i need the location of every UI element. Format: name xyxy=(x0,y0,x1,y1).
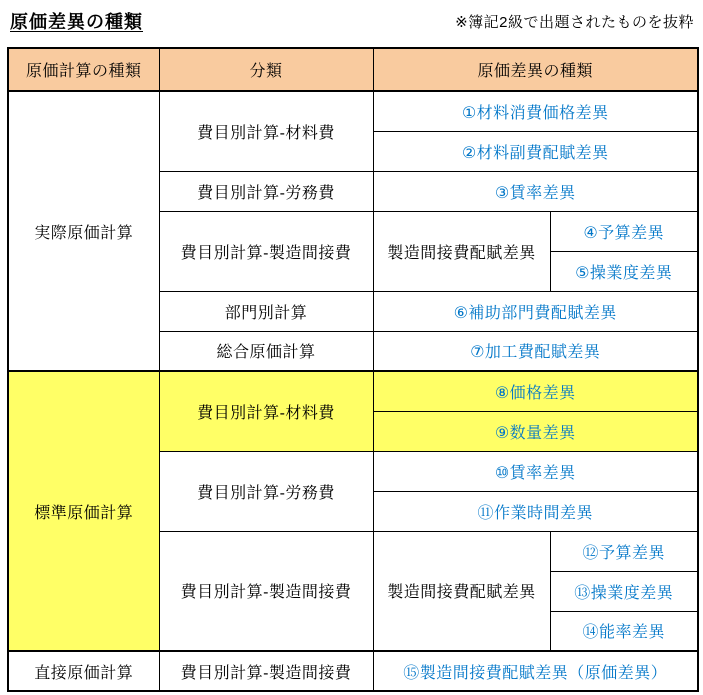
page-title: 原価差異の種類 xyxy=(10,12,143,32)
cell-variance-12: ⑫予算差異 xyxy=(550,531,698,571)
variance-table xyxy=(7,47,699,692)
cell-classification-department: 部門別計算 xyxy=(159,291,373,331)
table-row xyxy=(8,651,698,691)
cell-variance-6: ⑥補助部門費配賦差異 xyxy=(373,291,698,331)
header-costing-type: 原価計算の種類 xyxy=(8,48,159,91)
cell-classification-process: 総合原価計算 xyxy=(159,331,373,371)
cell-classification-overhead-direct: 費目別計算-製造間接費 xyxy=(159,651,373,691)
cell-variance-1: ①材料消費価格差異 xyxy=(373,91,698,131)
cell-classification-labor-std: 費目別計算-労務費 xyxy=(159,451,373,531)
cell-variance-11: ⑪作業時間差異 xyxy=(373,491,698,531)
cell-classification-overhead: 費目別計算-製造間接費 xyxy=(159,211,373,291)
table-row xyxy=(8,371,698,411)
cell-variance-14: ⑭能率差異 xyxy=(550,611,698,651)
cell-classification-overhead-std: 費目別計算-製造間接費 xyxy=(159,531,373,651)
cell-overhead-subgroup: 製造間接費配賦差異 xyxy=(373,211,550,291)
header-classification: 分類 xyxy=(159,48,373,91)
cell-classification-material-std: 費目別計算-材料費 xyxy=(159,371,373,451)
cell-variance-4: ④予算差異 xyxy=(550,211,698,251)
cell-variance-13: ⑬操業度差異 xyxy=(550,571,698,611)
header-row xyxy=(8,48,698,91)
cell-costing-type-actual: 実際原価計算 xyxy=(8,91,159,371)
cell-variance-7: ⑦加工費配賦差異 xyxy=(373,331,698,371)
cell-costing-type-direct: 直接原価計算 xyxy=(8,651,159,691)
cell-variance-10: ⑩賃率差異 xyxy=(373,451,698,491)
cell-variance-8: ⑧価格差異 xyxy=(373,371,698,411)
table-row xyxy=(8,91,698,131)
cell-variance-2: ②材料副費配賦差異 xyxy=(373,131,698,171)
cell-variance-15: ⑮製造間接費配賦差異（原価差異） xyxy=(373,651,698,691)
cell-classification-material: 費目別計算-材料費 xyxy=(159,91,373,171)
cell-variance-9: ⑨数量差異 xyxy=(373,411,698,451)
cell-costing-type-standard: 標準原価計算 xyxy=(8,371,159,651)
cell-variance-3: ③賃率差異 xyxy=(373,171,698,211)
header-variance-type: 原価差異の種類 xyxy=(373,48,698,91)
cell-overhead-subgroup-std: 製造間接費配賦差異 xyxy=(373,531,550,651)
note-excerpt: ※簿記2級で出題されたものを抜粋 xyxy=(455,14,694,31)
cell-classification-labor: 費目別計算-労務費 xyxy=(159,171,373,211)
cell-variance-5: ⑤操業度差異 xyxy=(550,251,698,291)
